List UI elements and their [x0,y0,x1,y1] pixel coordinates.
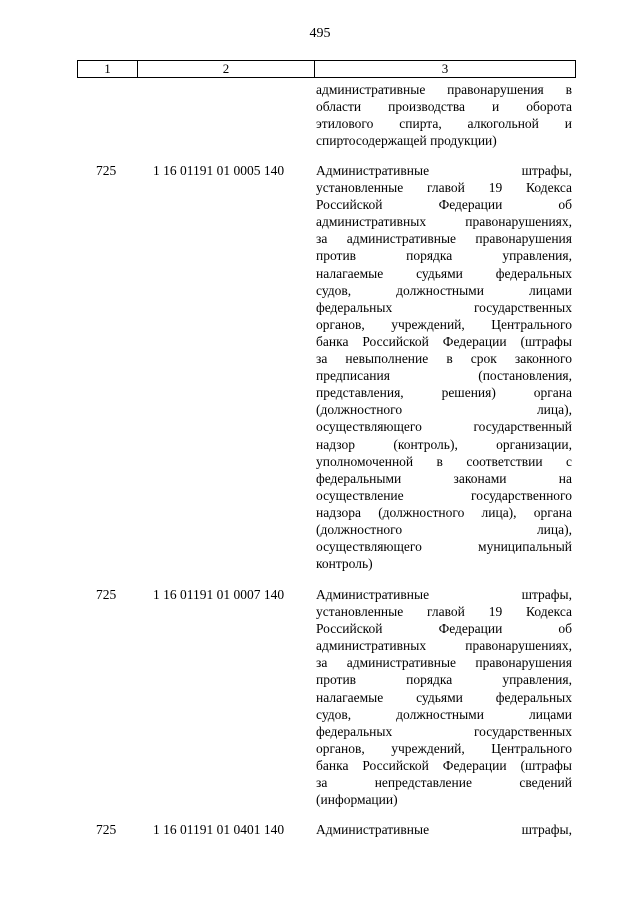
description-line: осуществление государственного [316,487,572,503]
description-line: Административные штрафы, [316,163,572,178]
description-line: Административные штрафы, [316,587,572,602]
description-line: налагаемые судьями федеральных [316,265,572,281]
description-line: контроль) [316,556,373,572]
description-line: (информации) [316,792,398,808]
continuation-description [316,81,572,149]
column-header-1: 1 [78,61,138,78]
description-line: федеральных государственных [316,723,572,739]
page-number: 495 [309,26,331,41]
kbk-code: 1 16 01191 01 0007 140 [153,587,285,602]
description-line: за административные правонарушения [316,231,572,247]
description-line: надзор (контроль), организации, [316,436,572,452]
description-line: органов, учреждений, Центрального [316,316,572,332]
description-line: установленные главой 19 Кодекса [316,604,572,620]
column-header-row [77,60,576,78]
description-line: (должностного лица), [316,521,572,537]
description-line: банка Российской Федерации (штрафы [316,757,572,773]
description-line: банка Российской Федерации (штрафы [316,333,572,349]
description-line: федеральными законами на [316,470,572,486]
description-line: осуществляющего государственный [316,419,572,435]
description-line: за непредставление сведений [316,775,572,791]
admin-code: 725 [96,822,117,837]
column-header-3: 3 [315,61,576,78]
description-line: представления, решения) органа [316,385,572,401]
kbk-code: 1 16 01191 01 0005 140 [153,163,285,178]
description-line: Российской Федерации об [316,197,572,213]
kbk-code: 1 16 01191 01 0401 140 [153,822,285,837]
description-line: налагаемые судьями федеральных [316,689,572,705]
description-line: против порядка управления, [316,672,572,688]
description-line: Российской Федерации об [316,621,572,637]
description-line: административных правонарушениях, [316,214,572,230]
admin-code: 725 [96,587,117,602]
entry-description [316,821,572,838]
description-line: против порядка управления, [316,248,572,264]
description-line: предписания (постановления, [316,368,572,384]
description-line: уполномоченной в соответствии с [316,453,572,469]
entry-description [316,586,572,808]
description-line: надзора (должностного лица), органа [316,504,572,520]
description-line: установленные главой 19 Кодекса [316,180,572,196]
description-line: административные правонарушения в [316,82,572,97]
description-line: области производства и оборота [316,99,572,115]
description-line: осуществляющего муниципальный [316,539,572,555]
description-line: (должностного лица), [316,402,572,418]
admin-code: 725 [96,163,117,178]
description-line: за невыполнение в срок законного [316,351,572,367]
description-line: судов, должностными лицами [316,706,572,722]
description-line: административных правонарушениях, [316,638,572,654]
description-line: судов, должностными лицами [316,282,572,298]
description-line: Административные штрафы, [316,822,572,837]
description-line: федеральных государственных [316,299,572,315]
description-line: спиртосодержащей продукции) [316,133,497,149]
entry-description [316,162,572,572]
description-line: органов, учреждений, Центрального [316,740,572,756]
description-line: за административные правонарушения [316,655,572,671]
column-header-2: 2 [138,61,315,78]
description-line: этилового спирта, алкогольной и [316,116,572,132]
